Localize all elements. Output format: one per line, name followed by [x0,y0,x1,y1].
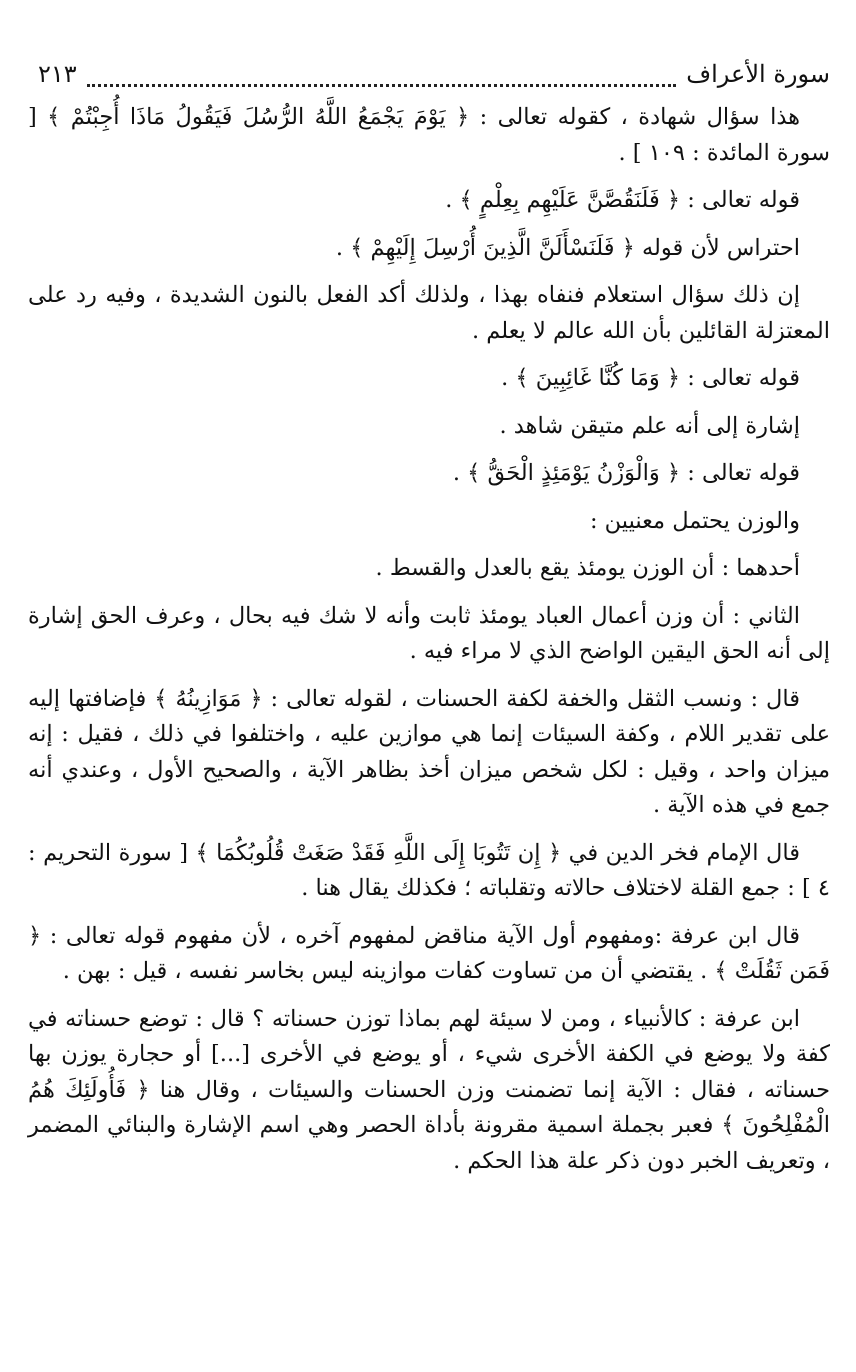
paragraph: ابن عرفة : كالأنبياء ، ومن لا سيئة لهم بماذا توزن حسناته ؟ قال : توضع حسناته في كفة ولا يوضع في الكفة الأخرى شيء ، أو يوضع في الأخرى [...] أو حجارة يوزن بها حسناته ، فقال : الآية إنما تضمنت وزن الحسنات والسيئات ، وقال هنا ﴿ فَأُولَئِكَ هُمُ الْمُفْلِحُونَ ﴾ فعبر بجملة اسمية مقرونة بأداة الحصر وهي اسم الإشارة والبنائي المضمر ، وتعريف الخبر دون ذكر علة هذا الحكم . [28,1005,830,1174]
paragraph: الثاني : أن وزن أعمال العباد يومئذ ثابت وأنه لا شك فيه بحال ، وعرف الحق إشارة إلى أنه الحق اليقين الواضح الذي لا مراء فيه . [28,602,830,664]
book-page [28,60,830,1191]
dotted-leader [87,84,677,87]
paragraph: إشارة إلى أنه علم متيقن شاهد . [499,412,800,439]
running-header [28,60,830,94]
paragraph: قال الإمام فخر الدين في ﴿ إِن تَتُوبَا إِلَى اللَّهِ فَقَدْ صَغَتْ قُلُوبُكُمَا ﴾ [ سورة التحريم : ٤ ] : جمع القلة لاختلاف حالاته وتقلباته ؛ فكذلك يقال هنا . [28,839,830,901]
paragraph: قوله تعالى : ﴿ فَلَنَقُصَّنَّ عَلَيْهِم بِعِلْمٍ ﴾ . [445,187,800,213]
surah-title: سورة الأعراف [686,60,830,88]
paragraph: قال : ونسب الثقل والخفة لكفة الحسنات ، لقوله تعالى : ﴿ مَوَازِينُهُ ﴾ فإضافتها إليه على تقدير اللام ، وكفة السيئات إنما هي موازين عليه ، واختلفوا في ذلك ، فقيل : إنه ميزان واحد ، وقيل : لكل شخص ميزان أخذ بظاهر الآية ، والصحيح الأول ، وعندي أنه جمع في هذه الآية . [28,685,830,818]
paragraph: احتراس لأن قوله ﴿ فَلَنَسْأَلَنَّ الَّذِينَ أُرْسِلَ إِلَيْهِمْ ﴾ . [335,234,800,261]
paragraph: والوزن يحتمل معنيين : [589,507,800,534]
paragraph: أحدهما : أن الوزن يومئذ يقع بالعدل والقسط . [375,555,800,581]
paragraph: قال ابن عرفة :ومفهوم أول الآية مناقض لمفهوم آخره ، لأن مفهوم قوله تعالى : ﴿ فَمَن ثَقُلَتْ ﴾ . يقتضي أن من تساوت كفات موازينه ليس بخاسر نفسه ، قيل : بهن . [28,922,830,984]
page-number: ٢١٣ [38,60,77,88]
paragraph: إن ذلك سؤال استعلام فنفاه بهذا ، ولذلك أكد الفعل بالنون الشديدة ، وفيه رد على المعتزلة القائلين بأن الله عالم لا يعلم . [28,282,830,344]
paragraph: قوله تعالى : ﴿ وَالْوَزْنُ يَوْمَئِذٍ الْحَقُّ ﴾ . [452,460,800,486]
paragraph: هذا سؤال شهادة ، كقوله تعالى : ﴿ يَوْمَ يَجْمَعُ اللَّهُ الرُّسُلَ فَيَقُولُ مَاذَا أُجِبْتُمْ ﴾ [ سورة المائدة : ١٠٩ ] . [28,104,830,166]
page-body [28,100,830,1179]
paragraph: قوله تعالى : ﴿ وَمَا كُنَّا غَائِبِينَ ﴾ . [501,365,800,391]
